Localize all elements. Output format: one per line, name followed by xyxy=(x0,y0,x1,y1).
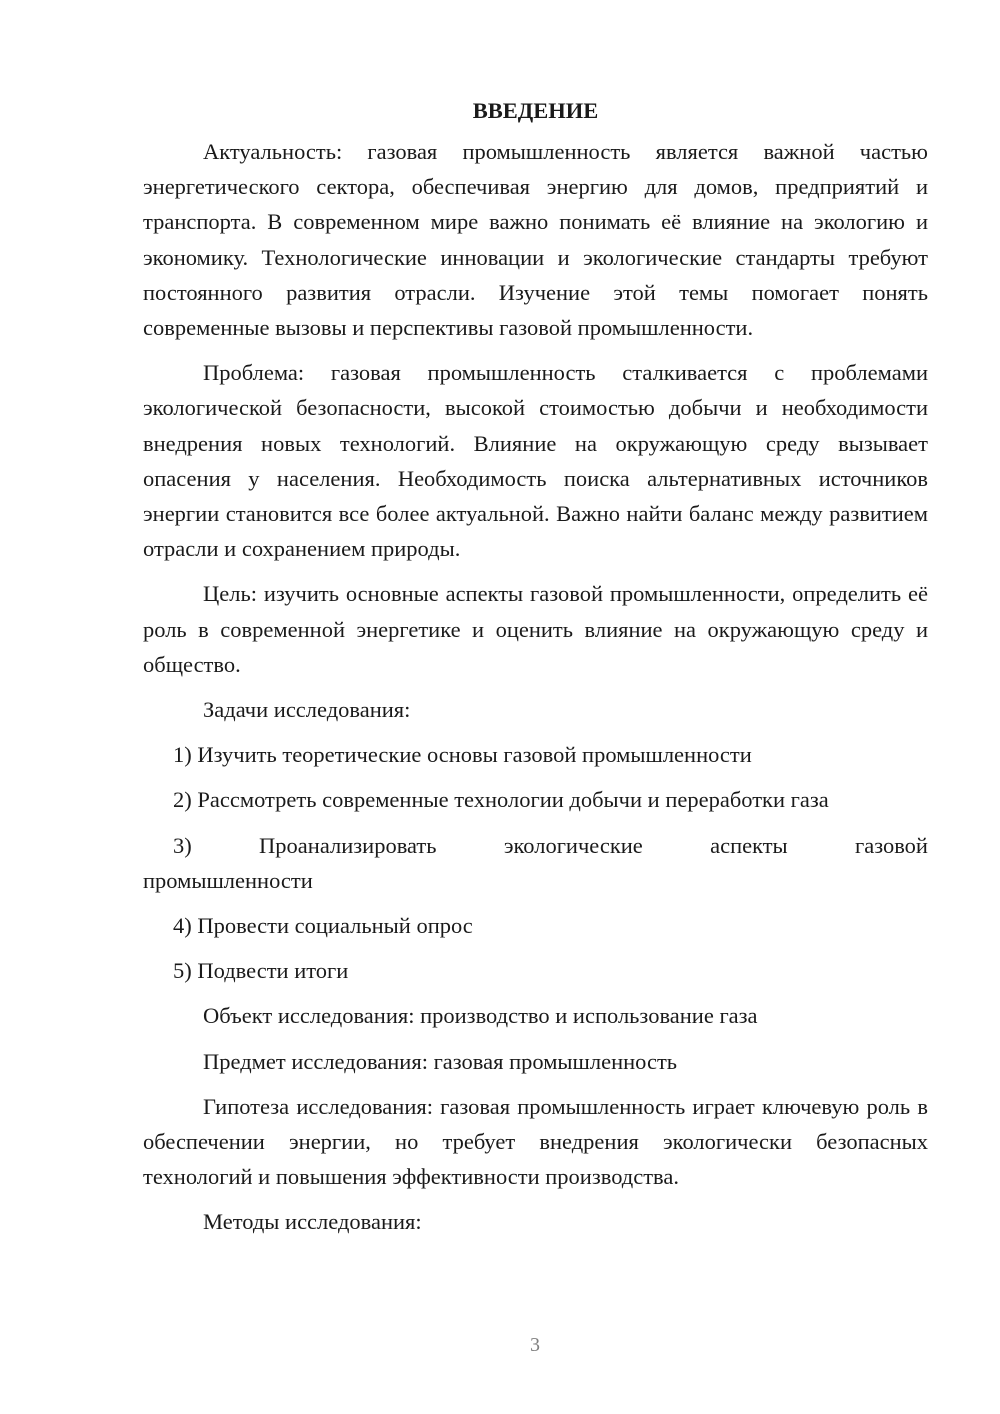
task-item-3-first-line xyxy=(143,828,928,863)
problem-paragraph: Проблема: газовая промышленность сталкивается с проблемами экологической безопасности, высокой стоимостью добычи и необходимости внедрения новых технологий. Влияние на окружающую среду вызывает опасения у населения. Необходимость поиска альтернативных источников энергии становится все более актуальной. Важно найти баланс между развитием отрасли и сохранением природы. xyxy=(143,360,928,562)
relevance-paragraph: Актуальность: газовая промышленность является важной частью энергетического сектора, обеспечивая энергию для домов, предприятий и транспорта. В современном мире важно понимать её влияние на экологию и экономику. Технологические инновации и экологические стандарты требуют постоянного развития отрасли. Изучение этой темы помогает понять современные вызовы и перспективы газовой промышленности. xyxy=(143,139,928,341)
task-item-1: 1) Изучить теоретические основы газовой промышленности xyxy=(173,742,752,768)
task-item-3-word: газовой xyxy=(854,832,928,858)
task-item-3 xyxy=(143,828,928,898)
task-item-3-number: 3) xyxy=(173,832,192,858)
tasks-title: Задачи исследования: xyxy=(203,697,411,723)
page-number: 3 xyxy=(530,1334,540,1356)
task-item-3-continuation: промышленности xyxy=(143,867,313,893)
hypothesis-paragraph: Гипотеза исследования: газовая промышленность играет ключевую роль в обеспечении энергии, но требует внедрения экологически безопасных технологий и повышения эффективности производства. xyxy=(143,1093,928,1190)
page-content xyxy=(143,96,928,1250)
section-heading: ВВЕДЕНИЕ xyxy=(472,98,599,123)
task-item-2: 2) Рассмотреть современные технологии добычи и переработки газа xyxy=(173,787,829,813)
task-item-4: 4) Провести социальный опрос xyxy=(173,913,473,939)
task-item-5: 5) Подвести итоги xyxy=(173,958,349,984)
methods-line: Методы исследования: xyxy=(203,1209,422,1235)
task-item-3-word: экологические xyxy=(503,832,643,858)
goal-paragraph: Цель: изучить основные аспекты газовой промышленности, определить её роль в современной энергетике и оценить влияние на окружающую среду и общество. xyxy=(143,581,928,677)
task-item-3-word: Проанализировать xyxy=(259,832,437,858)
object-line: Объект исследования: производство и использование газа xyxy=(203,1003,758,1029)
task-item-3-word: аспекты xyxy=(710,832,788,858)
subject-line: Предмет исследования: газовая промышленность xyxy=(203,1048,678,1074)
